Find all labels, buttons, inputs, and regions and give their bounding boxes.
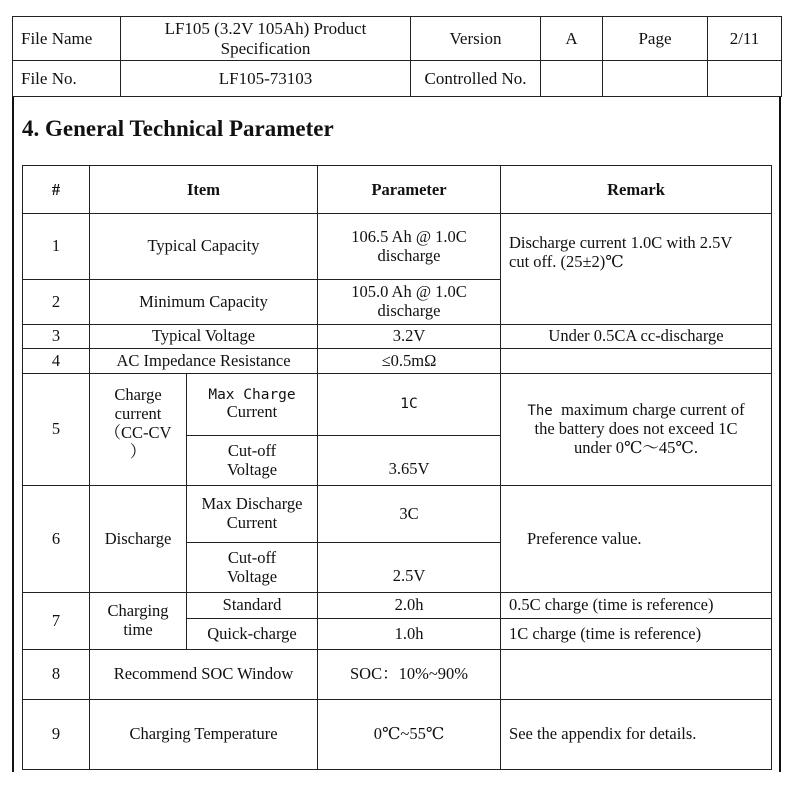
remark-cell: See the appendix for details.	[501, 700, 772, 770]
page-value: 2/11	[708, 17, 782, 61]
item-line: Charging	[107, 601, 169, 621]
file-name-value	[121, 17, 411, 61]
parameter-line: discharge	[377, 301, 441, 320]
parameter-line: 106.5 Ah @ 1.0C	[351, 226, 467, 246]
technical-parameter-table	[22, 165, 772, 770]
row-number: 9	[23, 700, 90, 770]
row-number: 2	[23, 280, 90, 325]
table-row	[23, 650, 772, 700]
controlled-no-value	[541, 61, 603, 97]
column-header-number: #	[23, 166, 90, 214]
remark-cell: Preference value.	[501, 486, 772, 593]
file-no-value: LF105-73103	[121, 61, 411, 97]
parameter-cell: 3C	[318, 486, 501, 543]
file-name-label: File Name	[13, 17, 121, 61]
item-cell: Minimum Capacity	[90, 280, 318, 325]
item-line: （CC-CV	[104, 422, 172, 442]
row-number: 5	[23, 374, 90, 486]
parameter-cell: 3.65V	[318, 436, 501, 486]
file-no-label: File No.	[13, 61, 121, 97]
remark-cell: Under 0.5CA cc-discharge	[501, 325, 772, 349]
parameter-cell	[318, 280, 501, 325]
remark-line-rest: maximum charge current of	[561, 400, 745, 420]
page-label: Page	[603, 17, 708, 61]
item-cell	[90, 593, 187, 650]
sub-item-cell	[187, 436, 318, 486]
item-line: current	[114, 403, 162, 423]
table-row	[23, 486, 772, 543]
remark-cell	[501, 349, 772, 374]
remark-cell	[501, 214, 772, 325]
parameter-cell	[318, 214, 501, 280]
sub-item-cell: Standard	[187, 593, 318, 619]
section-title: 4. General Technical Parameter	[22, 116, 334, 141]
table-row	[23, 374, 772, 436]
row-number: 1	[23, 214, 90, 280]
row-number: 3	[23, 325, 90, 349]
version-label: Version	[411, 17, 541, 61]
parameter-cell: 0℃~55℃	[318, 700, 501, 770]
row-number: 7	[23, 593, 90, 650]
version-value: A	[541, 17, 603, 61]
item-cell: Typical Voltage	[90, 325, 318, 349]
table-row	[23, 325, 772, 349]
parameter-cell: ≤0.5mΩ	[318, 349, 501, 374]
table-row	[23, 593, 772, 619]
header-blank-cell	[708, 61, 782, 97]
page-frame-left	[12, 96, 14, 776]
item-cell: Recommend SOC Window	[90, 650, 318, 700]
sub-item-cell: Quick-charge	[187, 619, 318, 650]
header-blank-cell	[603, 61, 708, 97]
table-row	[23, 700, 772, 770]
remark-cell: 1C charge (time is reference)	[501, 619, 772, 650]
remark-cell	[501, 650, 772, 700]
item-cell: Charging Temperature	[90, 700, 318, 770]
sub-item-line: Voltage	[226, 566, 278, 586]
sub-item-line: Cut-off	[227, 547, 277, 567]
row-number: 4	[23, 349, 90, 374]
parameter-line: discharge	[377, 245, 441, 265]
item-cell: Discharge	[90, 486, 187, 593]
row-number: 8	[23, 650, 90, 700]
page-cutoff	[0, 772, 800, 800]
page-frame-right	[779, 96, 781, 776]
remark-cell: 0.5C charge (time is reference)	[501, 593, 772, 619]
sub-item-line: Current	[226, 402, 278, 422]
parameter-line: 105.0 Ah @ 1.0C	[351, 282, 467, 302]
remark-line: cut off. (25±2)℃	[509, 251, 624, 271]
table-row	[23, 349, 772, 374]
sub-item-cell	[187, 374, 318, 436]
item-cell: AC Impedance Resistance	[90, 349, 318, 374]
remark-line: Discharge current 1.0C with 2.5V	[509, 233, 733, 252]
sub-item-line: Cut-off	[227, 440, 277, 460]
sub-item-line: Max Discharge	[201, 494, 303, 514]
document-header-table	[12, 16, 782, 97]
item-line: time	[123, 620, 153, 639]
item-cell	[90, 374, 187, 486]
remark-line: The maximum charge current of	[527, 400, 745, 420]
parameter-cell: 2.0h	[318, 593, 501, 619]
parameter-cell: 3.2V	[318, 325, 501, 349]
item-cell: Typical Capacity	[90, 214, 318, 280]
item-line: Charge	[114, 385, 162, 404]
parameter-cell: SOC：10%~90%	[318, 650, 501, 700]
remark-line: under 0℃～45℃.	[574, 437, 698, 457]
sub-item-line: Max Charge	[208, 386, 296, 403]
file-name-line-1: LF105 (3.2V 105Ah) Product	[164, 18, 367, 38]
sub-item-line: Current	[226, 513, 278, 532]
remark-line: the battery does not exceed 1C	[534, 419, 738, 439]
row-number: 6	[23, 486, 90, 593]
file-name-line-2: Specification	[220, 38, 311, 58]
parameter-cell: 1.0h	[318, 619, 501, 650]
remark-cell	[501, 374, 772, 486]
table-row	[23, 214, 772, 280]
column-header-remark: Remark	[501, 166, 772, 214]
column-header-item: Item	[90, 166, 318, 214]
controlled-no-label: Controlled No.	[411, 61, 541, 97]
parameter-cell: 2.5V	[318, 543, 501, 593]
sub-item-cell	[187, 486, 318, 543]
column-header-parameter: Parameter	[318, 166, 501, 214]
sub-item-line: Voltage	[226, 459, 278, 479]
sub-item-cell	[187, 543, 318, 593]
parameter-cell: 1C	[318, 374, 501, 436]
item-line: ）	[129, 441, 147, 461]
